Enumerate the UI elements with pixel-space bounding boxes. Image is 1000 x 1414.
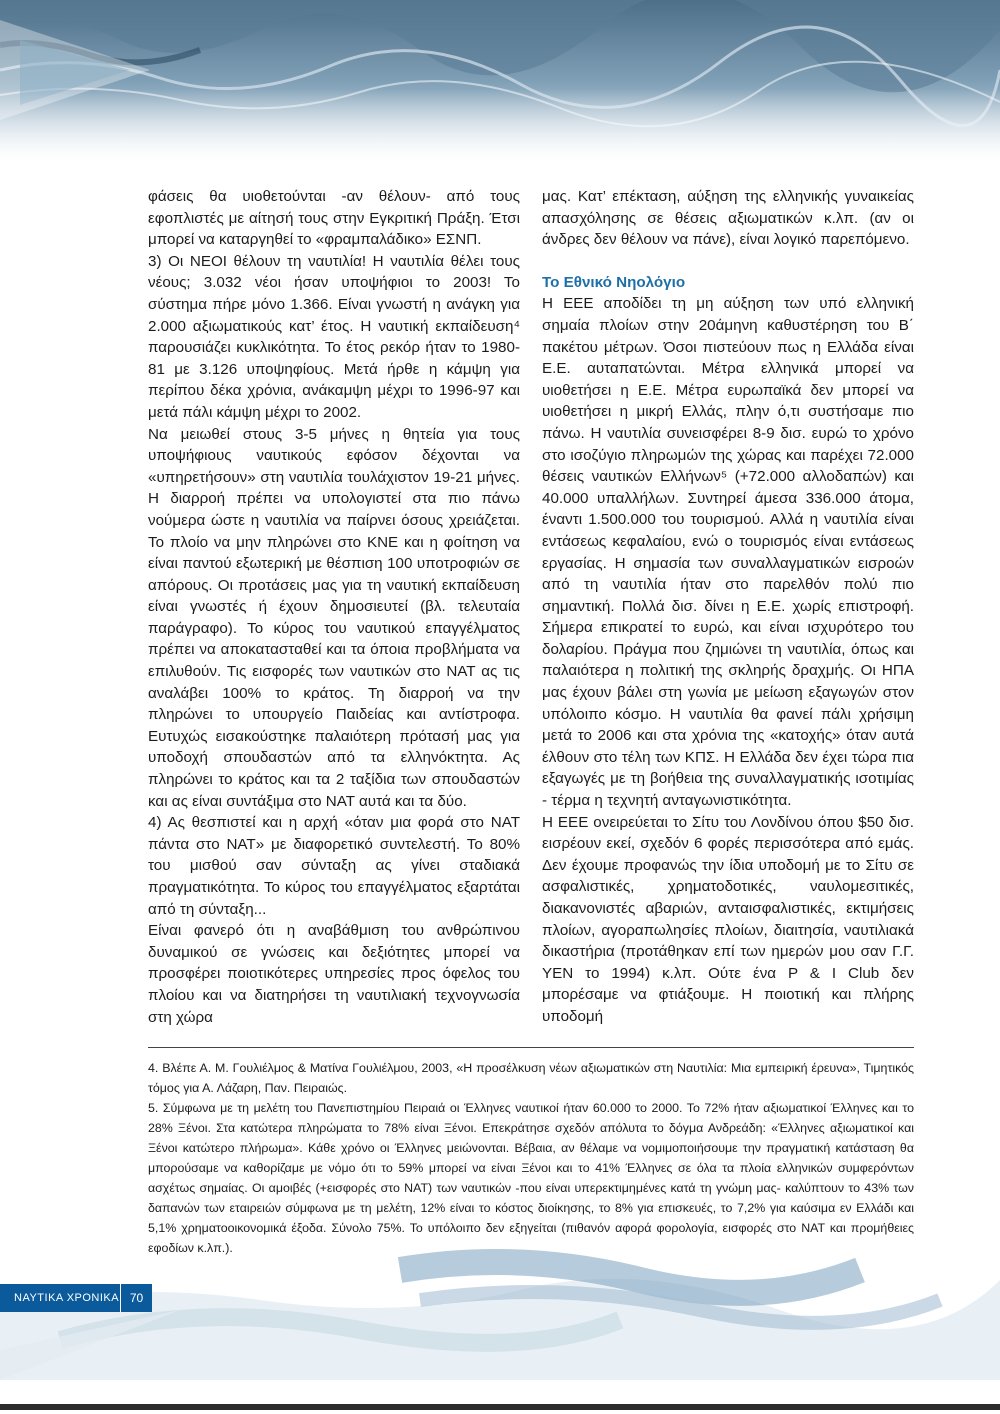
footnote-5: 5. Σύμφωνα με τη μελέτη του Πανεπιστημίου Πειραιά οι Έλληνες ναυτικοί ήταν 60.000 το 2000. Το 72% ήταν αξιωματικοί Έλληνες και το 28% Ξένοι. Στα κατώτερα πληρώματα το 78% είναι Ξένοι. Επεκράτησε σχεδόν απόλυτα το δόγμα Ανδρεάδη: «Έλληνες αξιωματικοί και Ξένοι κατώτερο πλήρωμα». Κάθε χρόνο οι Έλληνες μειώνονται. Βέβαια, αν θέλαμε να νομιμοποιήσουμε την πραγματική κατάσταση θα μπορούσαμε να καθορίζαμε με νόμο ότι το 59% μπορεί να είναι Ξένοι και το 41% Έλληνες σε όλα τα πλοία ελληνικών συμφερόντων ασχέτως σημαίας. Οι αμοιβές (+εισφορές στο ΝΑΤ) των ναυτικών -που είναι υπερεκτιμημένες κατά τη γνώμη μας- καλύπτουν το 43% των δαπανών των εταιρειών σύμφωνα με τη μελέτη, 12% είναι το κόστος διοίκησης, το 8% για επισκευές, το 7,2% για καύσιμα εν Ελλάδι και 5,1% χρηματοοικονομικά έξοδα. Σύνολο 75%. Το υπόλοιπο δεν εξηγείται (πιθανόν αφορά φορολογία, εισφορές στο ΝΑΤ και προμήθειες εφοδίων κ.λπ.). (148, 1101, 914, 1255)
page-number: 70 (120, 1284, 152, 1312)
right-paragraph-1: Η ΕΕΕ αποδίδει τη μη αύξηση των υπό ελληνική σημαία πλοίων στην 20άμηνη καθυστέρηση του Β΄ πακέτου μέτρων. Όσοι πιστεύουν πως η Ελλάδα είναι Ε.Ε. αυταπατώνται. Μέτρα ελληνικά μπορεί να υιοθετήσει η Ε.Ε. Μέτρα ευρωπαϊκά δεν μπορεί να υιοθετήσει η μικρή Ελλάς, πλην ό,τι συστήσαμε πιο πάνω. Η ναυτιλία συνεισφέρει 8-9 δισ. ευρώ το χρόνο στο ισοζύγιο πληρωμών της χώρας και παρέχει 72.000 θέσεις ναυτικών Ελλήνων⁵ (+72.000 αλλοδαπών) και 40.000 υπαλλήλων. Συντηρεί άμεσα 336.000 άτομα, έναντι 1.500.000 του τουρισμού. Αλλά η ναυτιλία είναι εντάσεως κεφαλαίου, ενώ ο τουρισμός είναι εντάσεως εργασίας. Η σημασία των συναλλαγματικών εισροών από τη ναυτιλία ήταν στο παρελθόν πολύ πιο σημαντική. Πολλά δισ. δίνει η Ε.Ε. χωρίς επιστροφή. Σήμερα επικρατεί το ευρώ, και είναι ισχυρότερο του δολαρίου. Πράγμα που ζημιώνει τη ναυτιλία, όπως και παλαιότερα η πολιτική της σκληρής δραχμής. Οι ΗΠΑ μας έχουν βάλει στη γωνία με μείωση εξαγωγών στον υπόλοιπο κόσμο. Η ναυτιλία θα φανεί πάλι χρήσιμη μετά το 2006 και στα χρόνια της «κατοχής» όταν αυτά έλθουν στο τέλη των ΚΠΣ. Η Ελλάδα δεν έχει τώρα πια εξαγωγές με τη βοήθεια της συναλλαγματικής ισοτιμίας - τέρμα η τεχνητή ανταγωνιστικότητα. (542, 295, 914, 810)
footnotes (148, 1058, 914, 1258)
section-heading-national-registry: Το Εθνικό Νηολόγιο (542, 273, 686, 291)
left-paragraph-2: 3) Οι ΝΕΟΙ θέλουν τη ναυτιλία! Η ναυτιλία θέλει τους νέους; 3.032 νέοι ήσαν υποψήφιοι το 2003! Το σύστημα πήρε μόνο 1.366. Είναι γνωστή η ανάγκη για 2.000 αξιωματικούς κατ’ έτος. Η ναυτική εκπαίδευση⁴ παρουσιάζει κυκλικότητα. Το έτος ρεκόρ ήταν το 1980-81 με 3.126 υποψηφίους. Μετά ήρθε η κάμψη για περίπου δέκα χρόνια, ανάκαμψη μέχρι το 1996-97 και μετά πάλι κάμψη μέχρι το 2002. (148, 252, 520, 421)
left-paragraph-1: φάσεις θα υιοθετούνται -αν θέλουν- από τους εφοπλιστές με αίτησή τους στην Εγκριτική Πράξη. Έτσι μπορεί να καταργηθεί το «φραμπαλάδικο» ΕΣΝΠ. (148, 188, 520, 249)
right-intro-paragraph: μας. Κατ’ επέκταση, αύξηση της ελληνικής γυναικείας απασχόλησης σε θέσεις αξιωματικών κ.λπ. (αν οι άνδρες δεν θέλουν να πάνε), είναι λογικό παρεπόμενο. (542, 188, 914, 249)
magazine-title-tab: ΝΑΥΤΙΚΑ ΧΡΟΝΙΚΑ (0, 1284, 120, 1312)
left-column (148, 186, 520, 1028)
header-sea-banner (0, 0, 1000, 162)
footnote-4: 4. Βλέπε Α. Μ. Γουλιέλμος & Ματίνα Γουλιέλμου, 2003, «Η προσέλκυση νέων αξιωματικών στη Ναυτιλία: Μια εμπειρική έρευνα», Τιμητικός τόμος για Α. Λάζαρη, Παν. Πειραιώς. (148, 1061, 914, 1095)
sea-waves-illustration (0, 0, 1000, 162)
left-paragraph-5: Είναι φανερό ότι η αναβάθμιση του ανθρώπινου δυναμικού σε γνώσεις και δεξιότητες μπορεί να προσφέρει ποιοτικότερες υπηρεσίες προς όφελος του πλοίου και να διατηρήσει τη ναυτιλιακή τεχνογνωσία στη χώρα (148, 922, 520, 1026)
right-column (542, 186, 914, 1028)
left-paragraph-3: Να μειωθεί στους 3-5 μήνες η θητεία για τους υποψήφιους ναυτικούς εφόσον δέχονται να «υπηρετήσουν» στη ναυτιλία τουλάχιστον 19-21 μήνες. Η διαρροή πρέπει να υπολογιστεί στα πιο πάνω νούμερα ώστε η ναυτιλία να παίρνει όσους χρειάζεται. Το πλοίο να μην πληρώνει στο ΚΝΕ και η φοίτηση να είναι παντού εξωτερική με θέσπιση 100 υποτροφιών σε απόρους. Οι προτάσεις μας για τη ναυτική εκπαίδευση είναι γνωστές ή έχουν δημοσιευτεί (βλ. τελευταία παράγραφο). Το κύρος του ναυτικού επαγγέλματος πρέπει να αποκατασταθεί και τα όποια προβλήματα να επιλυθούν. Τις εισφορές των ναυτικών στο ΝΑΤ ας τις αναλάβει 100% το κράτος. Τη διαρροή να την πληρώνει το υπουργείο Παιδείας και αντίστροφα. Ευτυχώς εισακούστηκε παλαιότερη πρότασή μας για υποδοχή σπουδαστών από τα ελληνόκτητα. Ας πληρώνει το κράτος και τα 2 ταξίδια των σπουδαστών και ας είναι συντάξιμα στο ΝΑΤ αυτά και τα δύο. (148, 425, 520, 810)
right-paragraph-2: Η ΕΕΕ ονειρεύεται το Σίτυ του Λονδίνου όπου $50 δισ. εισρέουν εκεί, σχεδόν 6 φορές περισσότερα από εμάς. Δεν έχουμε προφανώς την ίδια υποδομή με το Σίτυ σε ασφαλιστικές, χρηματοδοτικές, ναυλομεσιτικές, διακανονιστές αβαριών, ανταισφαλιστικές, εκτιμήσεις πλοίων, αγοραπωλησίες πλοίων, διαιτησία, ναυτιλιακά δικαστήρια (προτάθηκαν επί των ημερών μου σαν Γ.Γ. ΥΕΝ το 1994) κ.λπ. Ούτε ένα P & I Club δεν μπορέσαμε να φτιάξουμε. Η ποιοτική και πλήρης υποδομή (542, 813, 914, 1025)
bottom-border (0, 1404, 1000, 1410)
footnote-divider (148, 1047, 914, 1048)
left-paragraph-4: 4) Ας θεσπιστεί και η αρχή «όταν μια φορά στο ΝΑΤ πάντα στο ΝΑΤ» με διαφορετικό συντελεστή. Το 80% του μισθού σαν σύνταξη ας γίνει σταδιακά πραγματικότητα. Το κύρος του επαγγέλματος εξαρτάται από τη σύνταξη... (148, 814, 520, 918)
